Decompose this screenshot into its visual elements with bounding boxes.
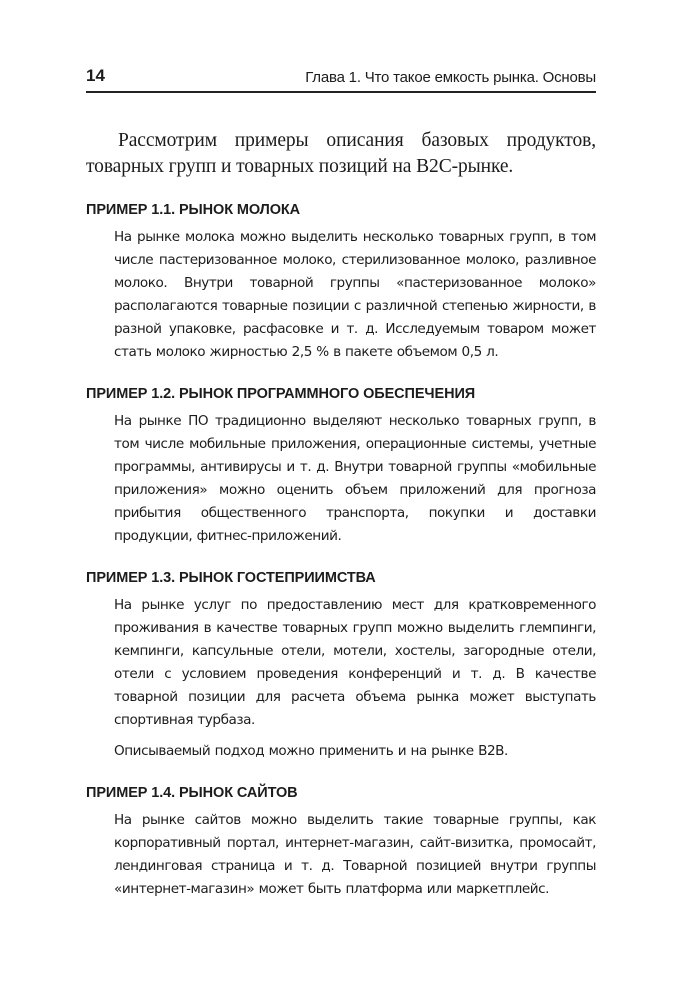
example-1-3-heading: ПРИМЕР 1.3. РЫНОК ГОСТЕПРИИМСТВА — [86, 570, 376, 586]
page-number: 14 — [86, 66, 105, 85]
example-1-4-heading: ПРИМЕР 1.4. РЫНОК САЙТОВ — [86, 785, 298, 801]
intro-paragraph: Рассмотрим примеры описания базовых продуктов, товарных групп и товарных позиций на B2C-рынке. — [86, 130, 596, 177]
chapter-title: Глава 1. Что такое емкость рынка. Основы — [305, 69, 596, 86]
example-1-2-body — [114, 410, 596, 548]
example-1-3-paragraph-2: Описываемый подход можно применить и на рынке B2B. — [114, 743, 508, 759]
example-1-2-heading: ПРИМЕР 1.2. РЫНОК ПРОГРАММНОГО ОБЕСПЕЧЕНИЯ — [86, 386, 476, 402]
example-1-1-section — [86, 202, 596, 364]
example-1-2-section — [86, 386, 596, 548]
example-1-3-paragraph-1: На рынке услуг по предоставлению мест для кратковременного проживания в качестве товарных групп можно выделить глемпинги, кемпинги, капсульные отели, мотели, хостелы, загородные отели, отели с условием проведения конференций и т. д. В качестве товарной позиции для расчета объема рынка может выступать спортивная турбаза. — [114, 597, 596, 728]
example-1-1-heading: ПРИМЕР 1.1. РЫНОК МОЛОКА — [86, 202, 301, 218]
example-1-3-body — [114, 594, 596, 763]
example-1-2-paragraph: На рынке ПО традиционно выделяют несколько товарных групп, в том числе мобильные приложения, операционные системы, учетные программы, антивирусы и т. д. Внутри товарной группы «мобильные приложения» можно оценить объем приложений для прогноза прибытия общественного транспорта, покупки и доставки продукции, фитнес-приложений. — [114, 413, 596, 544]
example-1-3-section — [86, 570, 596, 763]
example-1-1-paragraph: На рынке молока можно выделить несколько товарных групп, в том числе пастеризованное молоко, стерилизованное молоко, разливное молоко. Внутри товарной группы «пастеризованное молоко» располагаются товарные позиции с различной степенью жирности, в разной упаковке, расфасовке и т. д. Исследуемым товаром может стать молоко жирностью 2,5 % в пакете объемом 0,5 л. — [114, 229, 596, 360]
example-1-1-body — [114, 226, 596, 364]
running-header — [86, 58, 596, 93]
book-page — [86, 58, 596, 901]
example-1-4-section — [86, 785, 596, 901]
example-1-4-paragraph: На рынке сайтов можно выделить такие товарные группы, как корпоративный портал, интернет-магазин, сайт-визитка, промосайт, лендинговая страница и т. д. Товарной позицией внутри группы «интернет-магазин» может быть платформа или маркетплейс. — [114, 812, 596, 897]
example-1-4-body — [114, 809, 596, 901]
